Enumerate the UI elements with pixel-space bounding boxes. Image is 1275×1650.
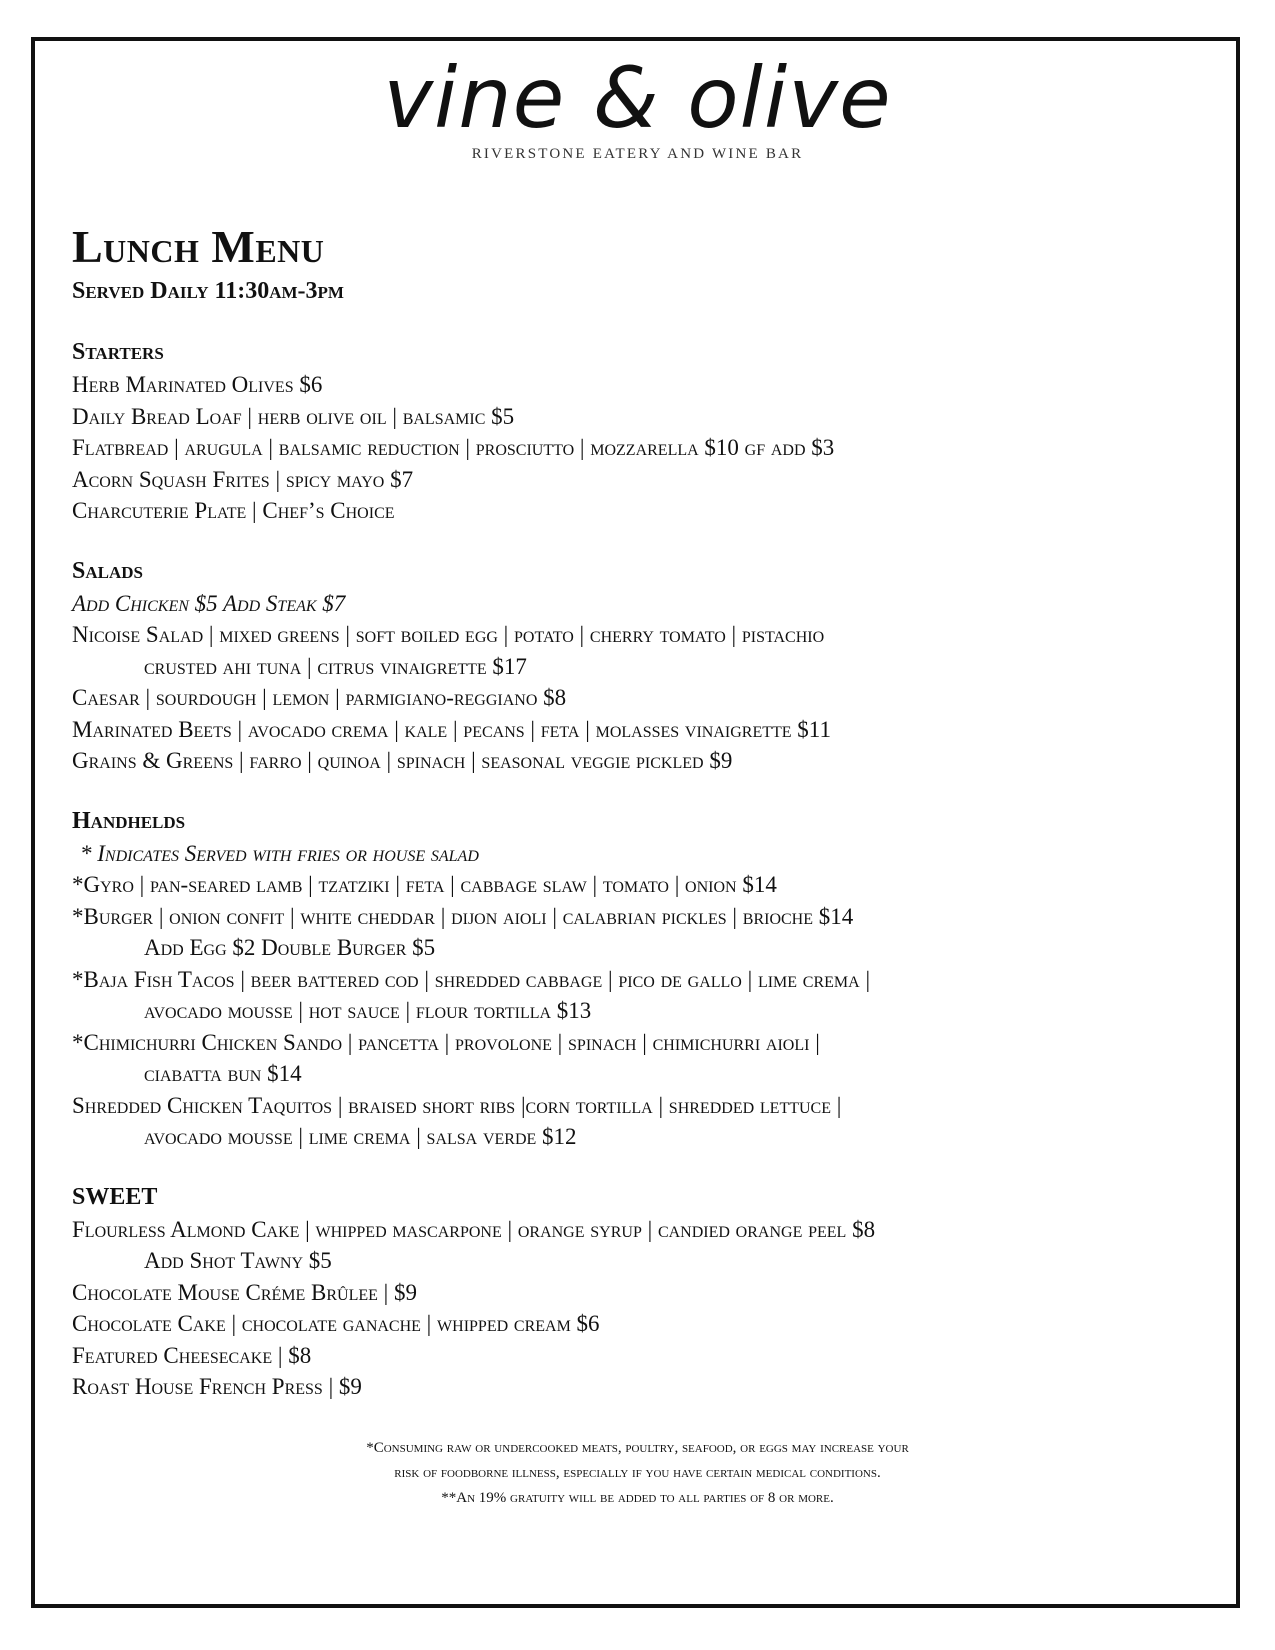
menu-item-continued: avocado mousse | lime crema | salsa verde $12 [144,1124,577,1149]
salad-addons: Add Chicken $5 Add Steak $7 [72,590,346,616]
handhelds-section [72,805,1192,1153]
menu-item: Featured Cheesecake | $8 [72,1342,312,1368]
menu-item: Flourless Almond Cake | whipped mascarpone | orange syrup | candied orange peel $8 [72,1216,876,1242]
menu-item: Caesar | sourdough | lemon | parmigiano-reggiano $8 [72,685,567,710]
menu-item: *Burger | onion confit | white cheddar | dijon aioli | calabrian pickles | brioche $14 [72,903,854,929]
section-heading: SWEET [72,1183,158,1210]
handhelds-note: * Indicates Served with fries or house salad [80,840,479,866]
menu-item: Grains & Greens | farro | quinoa | spinach | seasonal veggie pickled $9 [72,748,733,773]
menu-item-continued: Add Egg $2 Double Burger $5 [144,935,436,960]
menu-item: *Gyro | pan-seared lamb | tzatziki | feta | cabbage slaw | tomato | onion $14 [72,872,777,897]
menu-item-continued: Add Shot Tawny $5 [144,1248,332,1273]
menu-item-continued: crusted ahi tuna | citrus vinaigrette $17 [144,653,527,679]
menu-item-continued: ciabatta bun $14 [144,1061,302,1086]
section-heading: Starters [72,339,164,365]
menu-item: Daily Bread Loaf | herb olive oil | balsamic $5 [72,403,515,429]
restaurant-logo [0,48,1275,163]
menu-item: *Baja Fish Tacos | beer battered cod | shredded cabbage | pico de gallo | lime crema | [72,966,871,992]
footer-warning-line-2: risk of foodborne illness, especially if you have certain medical conditions. [394,1465,881,1481]
menu-item-continued: avocado mousse | hot sauce | flour tortilla $13 [144,998,592,1023]
menu-item: Chocolate Mouse Créme Brûlee | $9 [72,1279,418,1305]
logo-subtitle: RIVERSTONE EATERY AND WINE BAR [471,146,804,162]
menu-item: Nicoise Salad | mixed greens | soft boiled egg | potato | cherry tomato | pistachio [72,622,825,647]
menu-item: Shredded Chicken Taquitos | braised short ribs |corn tortilla | shredded lettuce | [72,1092,842,1118]
footer-notes [0,1436,1275,1511]
section-heading: Handhelds [72,807,186,834]
sweet-section [72,1181,1192,1403]
salads-section [72,555,1192,777]
menu-item: *Chimichurri Chicken Sando | pancetta | provolone | spinach | chimichurri aioli | [72,1029,820,1055]
menu-item: Marinated Beets | avocado crema | kale | pecans | feta | molasses vinaigrette $11 [72,716,831,742]
footer-warning-line-1: *Consuming raw or undercooked meats, poultry, seafood, or eggs may increase your [366,1440,909,1456]
menu-item: Herb Marinated Olives $6 [72,372,323,397]
menu-title: Lunch Menu [72,221,325,272]
menu-content [72,220,1192,1403]
section-heading: Salads [72,557,143,584]
logo-wordmark: vine & olive [383,49,892,147]
footer-gratuity: **An 19% gratuity will be added to all parties of 8 or more. [441,1490,834,1506]
menu-item: Flatbread | arugula | balsamic reduction | prosciutto | mozzarella $10 gf add $3 [72,435,835,460]
menu-item: Chocolate Cake | chocolate ganache | whipped cream $6 [72,1311,600,1336]
menu-item: Charcuterie Plate | Chef’s Choice [72,498,395,523]
menu-item: Acorn Squash Frites | spicy mayo $7 [72,466,414,492]
served-hours: Served Daily 11:30am-3pm [72,278,344,304]
starters-section [72,336,1192,527]
menu-item: Roast House French Press | $9 [72,1374,362,1399]
